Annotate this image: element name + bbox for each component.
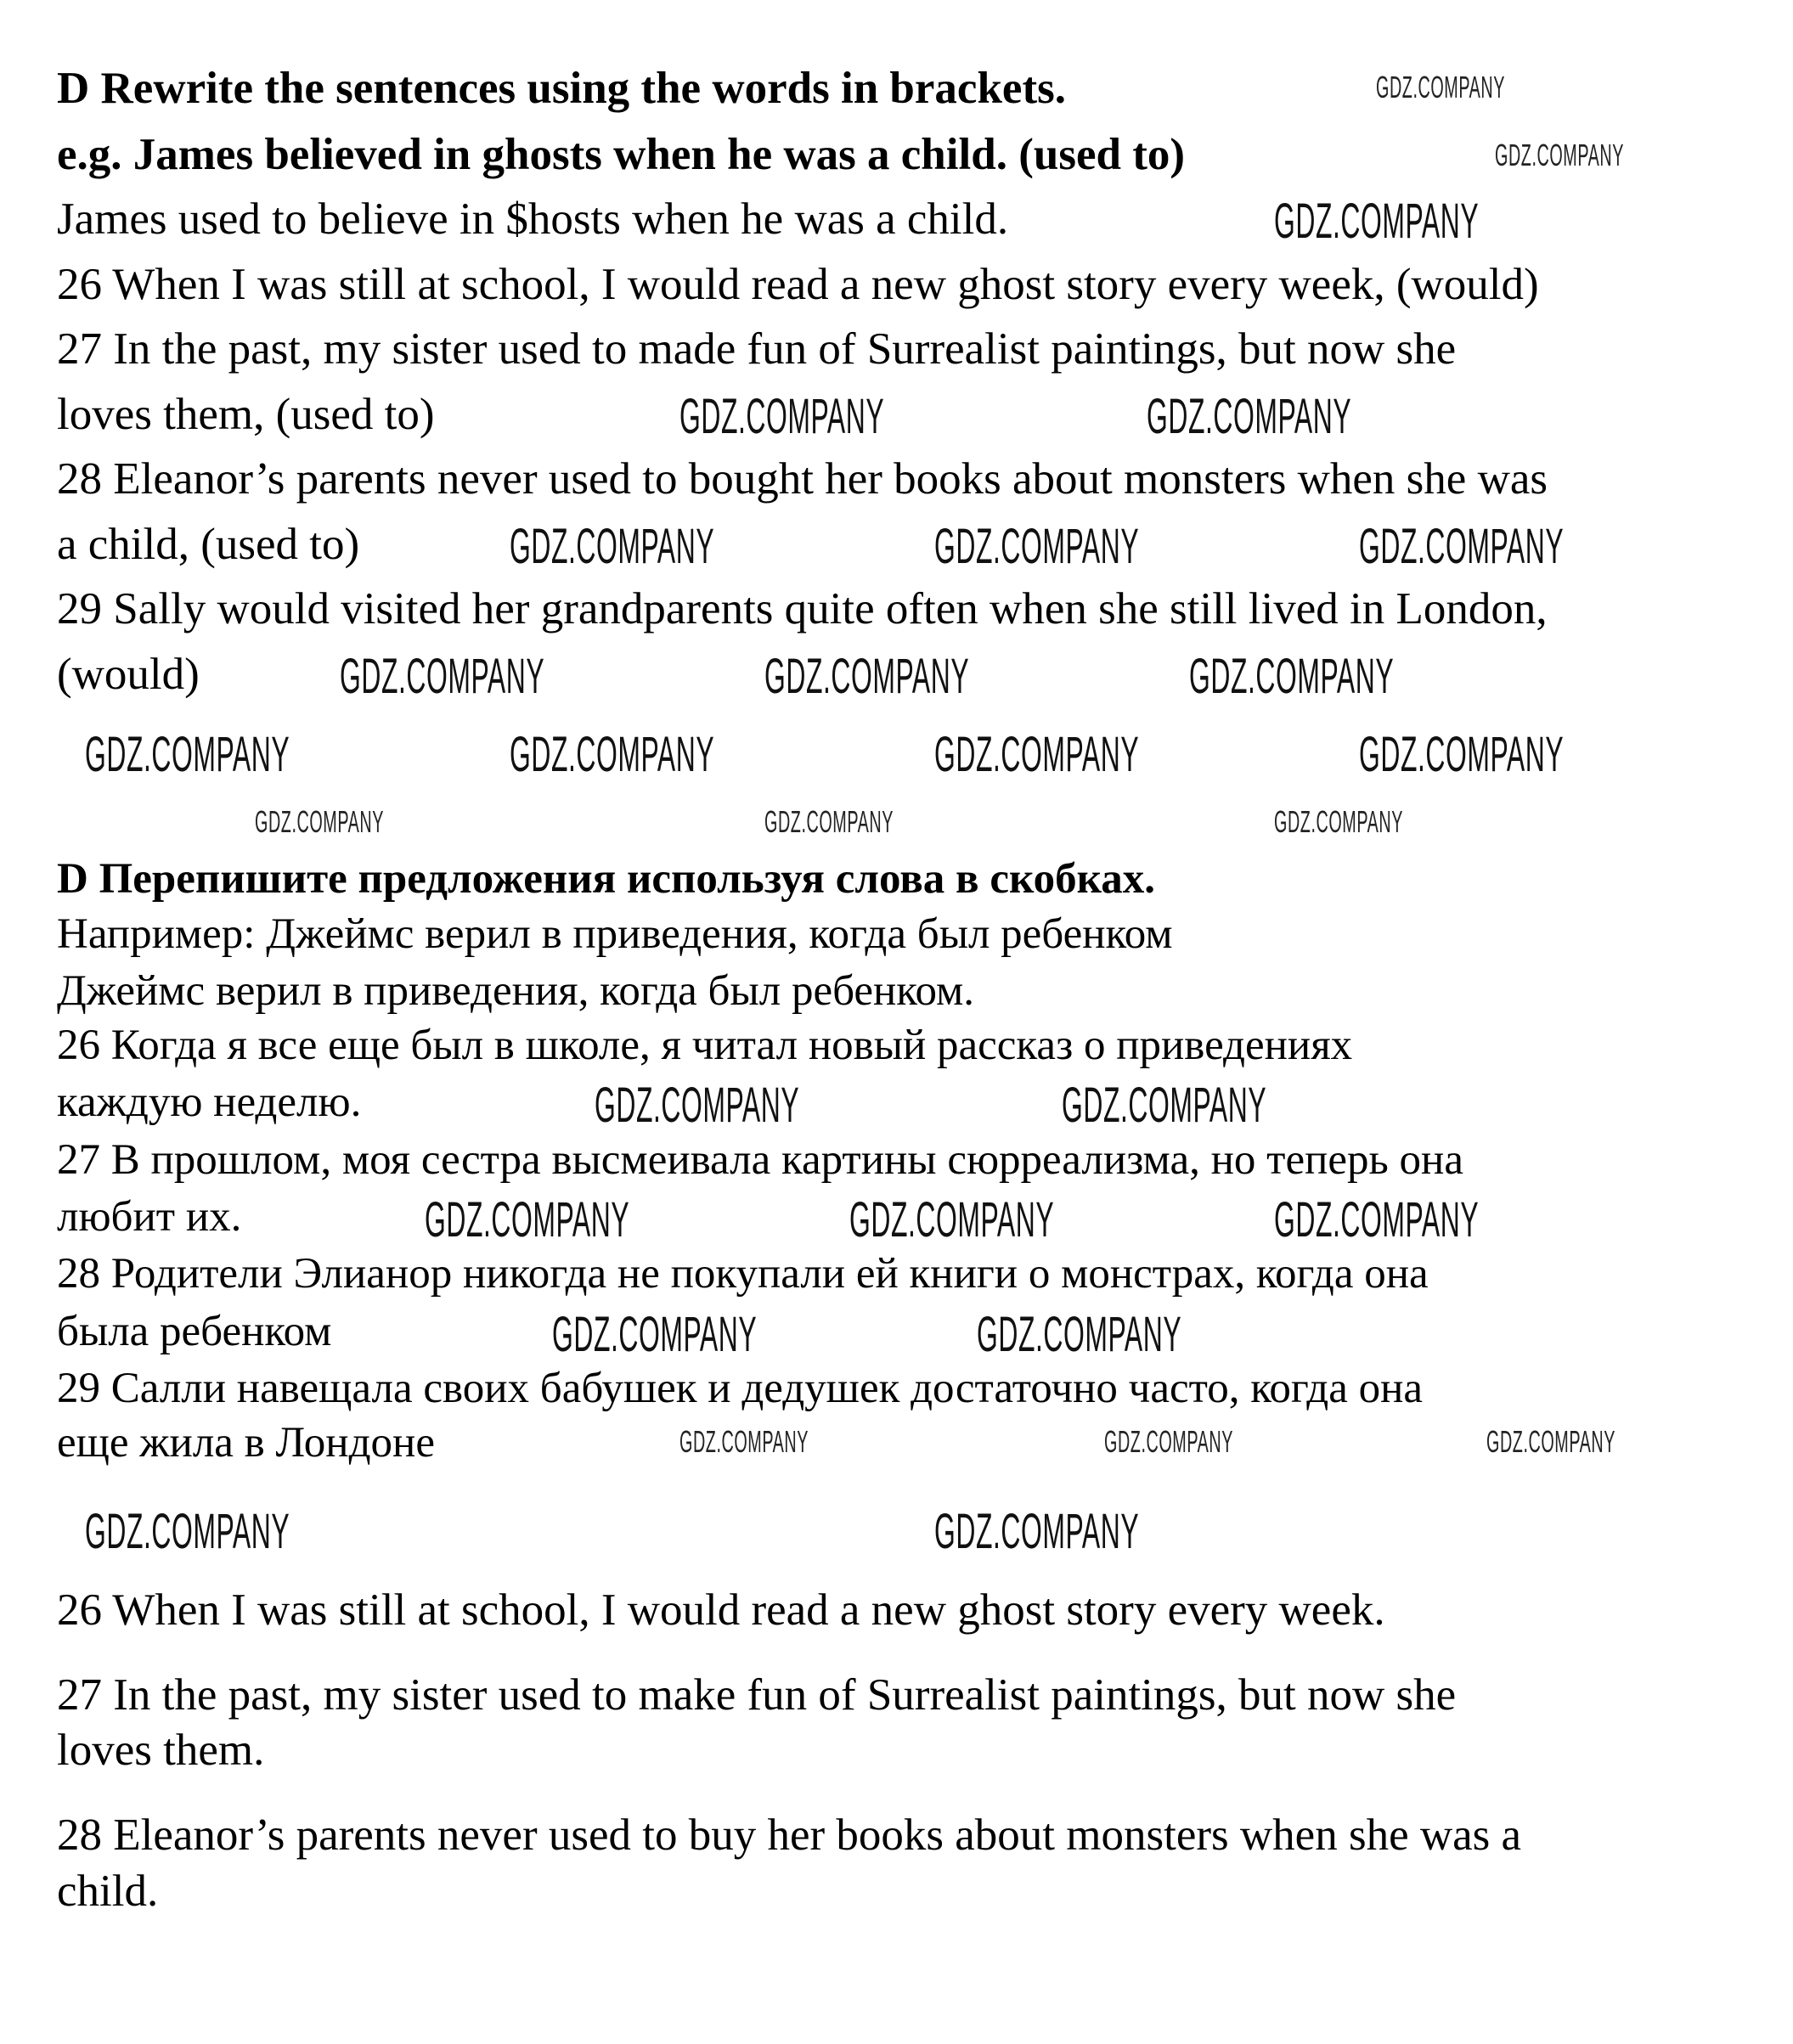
translation-line: Джеймс верил в приведения, когда был ребенком. <box>57 967 975 1015</box>
task-line: 29 Sally would visited her grandparents quite often when she still lived in London, <box>57 584 1548 633</box>
translation-line: каждую неделю. <box>57 1078 362 1126</box>
watermark: GDZ.COMPANY <box>679 389 885 444</box>
translation-line: любит их. <box>57 1193 242 1241</box>
watermark: GDZ.COMPANY <box>1189 649 1395 704</box>
watermark: GDZ.COMPANY <box>764 649 970 704</box>
watermark: GDZ.COMPANY <box>1147 389 1352 444</box>
answer-line: loves them. <box>57 1726 265 1775</box>
watermark: GDZ.COMPANY <box>934 727 1140 782</box>
watermark: GDZ.COMPANY <box>255 804 384 839</box>
task-line: 28 Eleanor’s parents never used to bought her books about monsters when she was <box>57 454 1548 504</box>
answer-line: child. <box>57 1867 159 1916</box>
watermark: GDZ.COMPANY <box>1359 519 1565 574</box>
watermark: GDZ.COMPANY <box>510 727 715 782</box>
answer-line: 26 When I was still at school, I would read a new ghost story every week. <box>57 1585 1385 1635</box>
watermark: GDZ.COMPANY <box>934 1504 1140 1559</box>
watermark: GDZ.COMPANY <box>1274 804 1403 839</box>
watermark: GDZ.COMPANY <box>340 649 545 704</box>
translation-line: была ребенком <box>57 1308 332 1355</box>
answer-line: 27 In the past, my sister used to make fun of Surrealist paintings, but now she <box>57 1670 1457 1720</box>
task-line: a child, (used to) <box>57 520 360 569</box>
task-line: loves them, (used to) <box>57 390 435 439</box>
task-heading: D Rewrite the sentences using the words in brackets. <box>57 64 1066 113</box>
translation-line: Например: Джеймс верил в приведения, когда был ребенком <box>57 910 1173 958</box>
watermark: GDZ.COMPANY <box>1274 194 1480 249</box>
translation-line: 27 В прошлом, моя сестра высмеивала картины сюрреализма, но теперь она <box>57 1136 1463 1184</box>
task-line: 27 In the past, my sister used to made fun of Surrealist paintings, but now she <box>57 324 1457 374</box>
watermark: GDZ.COMPANY <box>764 804 894 839</box>
watermark: GDZ.COMPANY <box>1104 1424 1233 1459</box>
watermark: GDZ.COMPANY <box>425 1192 630 1247</box>
watermark: GDZ.COMPANY <box>679 1424 809 1459</box>
watermark: GDZ.COMPANY <box>1376 70 1505 104</box>
task-line: 26 When I was still at school, I would read a new ghost story every week, (would) <box>57 260 1539 309</box>
watermark: GDZ.COMPANY <box>1062 1078 1267 1133</box>
watermark: GDZ.COMPANY <box>849 1192 1055 1247</box>
translation-heading: D Перепишите предложения используя слова в скобках. <box>57 855 1156 903</box>
watermark: GDZ.COMPANY <box>977 1307 1182 1362</box>
watermark: GDZ.COMPANY <box>510 519 715 574</box>
watermark: GDZ.COMPANY <box>934 519 1140 574</box>
watermark: GDZ.COMPANY <box>1495 138 1624 172</box>
watermark: GDZ.COMPANY <box>595 1078 800 1133</box>
watermark: GDZ.COMPANY <box>1359 727 1565 782</box>
watermark: GDZ.COMPANY <box>1486 1424 1615 1459</box>
answer-line: 28 Eleanor’s parents never used to buy her books about monsters when she was a <box>57 1810 1522 1860</box>
watermark: GDZ.COMPANY <box>1274 1192 1480 1247</box>
watermark: GDZ.COMPANY <box>552 1307 758 1362</box>
task-line: (would) <box>57 650 200 699</box>
translation-line: 26 Когда я все еще был в школе, я читал новый рассказ о приведениях <box>57 1022 1353 1069</box>
translation-line: еще жила в Лондоне <box>57 1419 435 1467</box>
example-sentence: e.g. James believed in ghosts when he was a child. (used to) <box>57 130 1186 179</box>
translation-line: 28 Родители Элианор никогда не покупали ей книги о монстрах, когда она <box>57 1250 1429 1298</box>
watermark: GDZ.COMPANY <box>85 727 290 782</box>
watermark: GDZ.COMPANY <box>85 1504 290 1559</box>
example-answer: James used to believe in $hosts when he was a child. <box>57 194 1009 244</box>
translation-line: 29 Салли навещала своих бабушек и дедушек достаточно часто, когда она <box>57 1365 1424 1412</box>
